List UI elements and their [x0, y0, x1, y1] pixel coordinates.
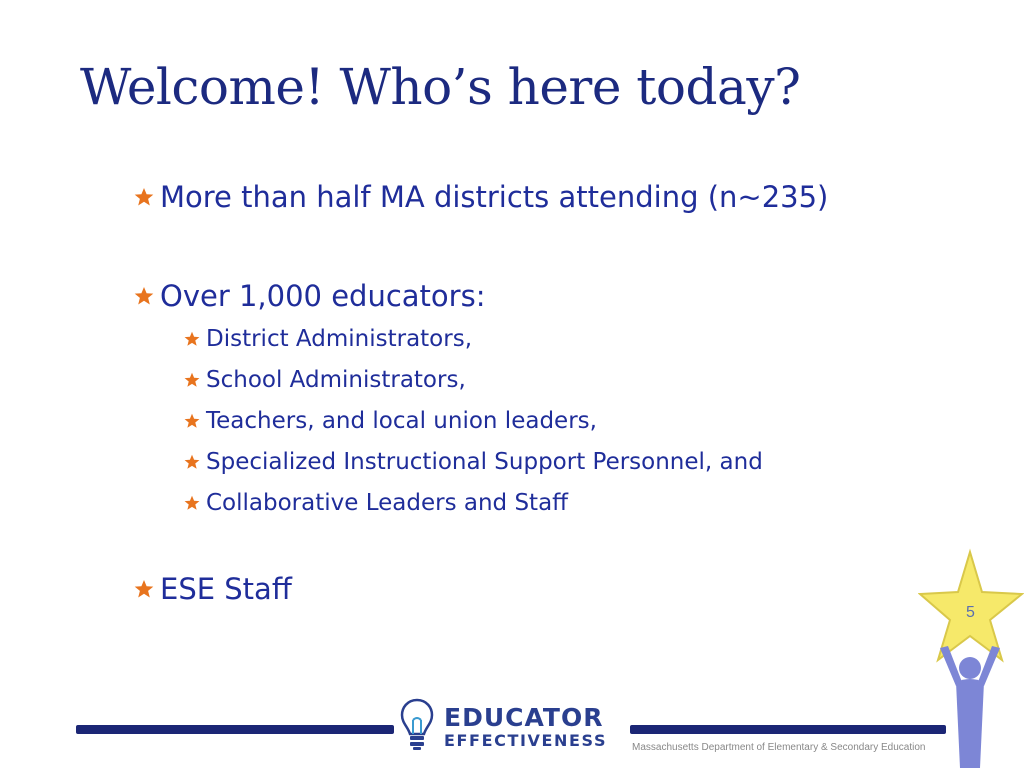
sub-bullet-text: School Administrators, — [206, 367, 466, 393]
star-bullet-icon — [184, 413, 200, 429]
logo-line2: EFFECTIVENESS — [444, 730, 608, 750]
bullet-text: Over 1,000 educators: — [160, 279, 486, 313]
sub-bullet-text: Specialized Instructional Support Personnel, and — [206, 449, 763, 475]
sub-bullet-text: Teachers, and local union leaders, — [206, 408, 597, 434]
sub-bullet-item — [184, 408, 597, 434]
star-bullet-icon — [184, 372, 200, 388]
logo-line1: EDUCATOR — [444, 702, 604, 732]
logo-text — [444, 702, 608, 750]
sub-bullet-item — [184, 326, 472, 352]
bullet-item — [134, 279, 485, 313]
star-bullet-icon — [184, 495, 200, 511]
bullet-item — [134, 572, 292, 606]
sub-bullet-item — [184, 490, 568, 516]
slide-title: Welcome! Who’s here today? — [80, 58, 801, 116]
star-bullet-icon — [134, 187, 154, 207]
star-bullet-icon — [134, 286, 154, 306]
sub-bullet-item — [184, 449, 763, 475]
bullet-text: ESE Staff — [160, 572, 292, 606]
bullet-text: More than half MA districts attending (n~235) — [160, 180, 829, 214]
footer-bar-right — [630, 725, 946, 734]
footer-bar-left — [76, 725, 394, 734]
bullet-item — [134, 180, 828, 214]
department-footer: Massachusetts Department of Elementary & Secondary Education — [632, 742, 926, 753]
sub-bullet-text: Collaborative Leaders and Staff — [206, 490, 569, 516]
lightbulb-icon — [398, 696, 436, 757]
star-bullet-icon — [184, 454, 200, 470]
page-number: 5 — [966, 604, 975, 621]
sub-bullet-item — [184, 367, 466, 393]
sub-bullet-text: District Administrators, — [206, 326, 473, 352]
educator-effectiveness-logo — [398, 696, 607, 757]
star-bullet-icon — [184, 331, 200, 347]
star-figure-icon — [918, 548, 1024, 768]
star-bullet-icon — [134, 579, 154, 599]
